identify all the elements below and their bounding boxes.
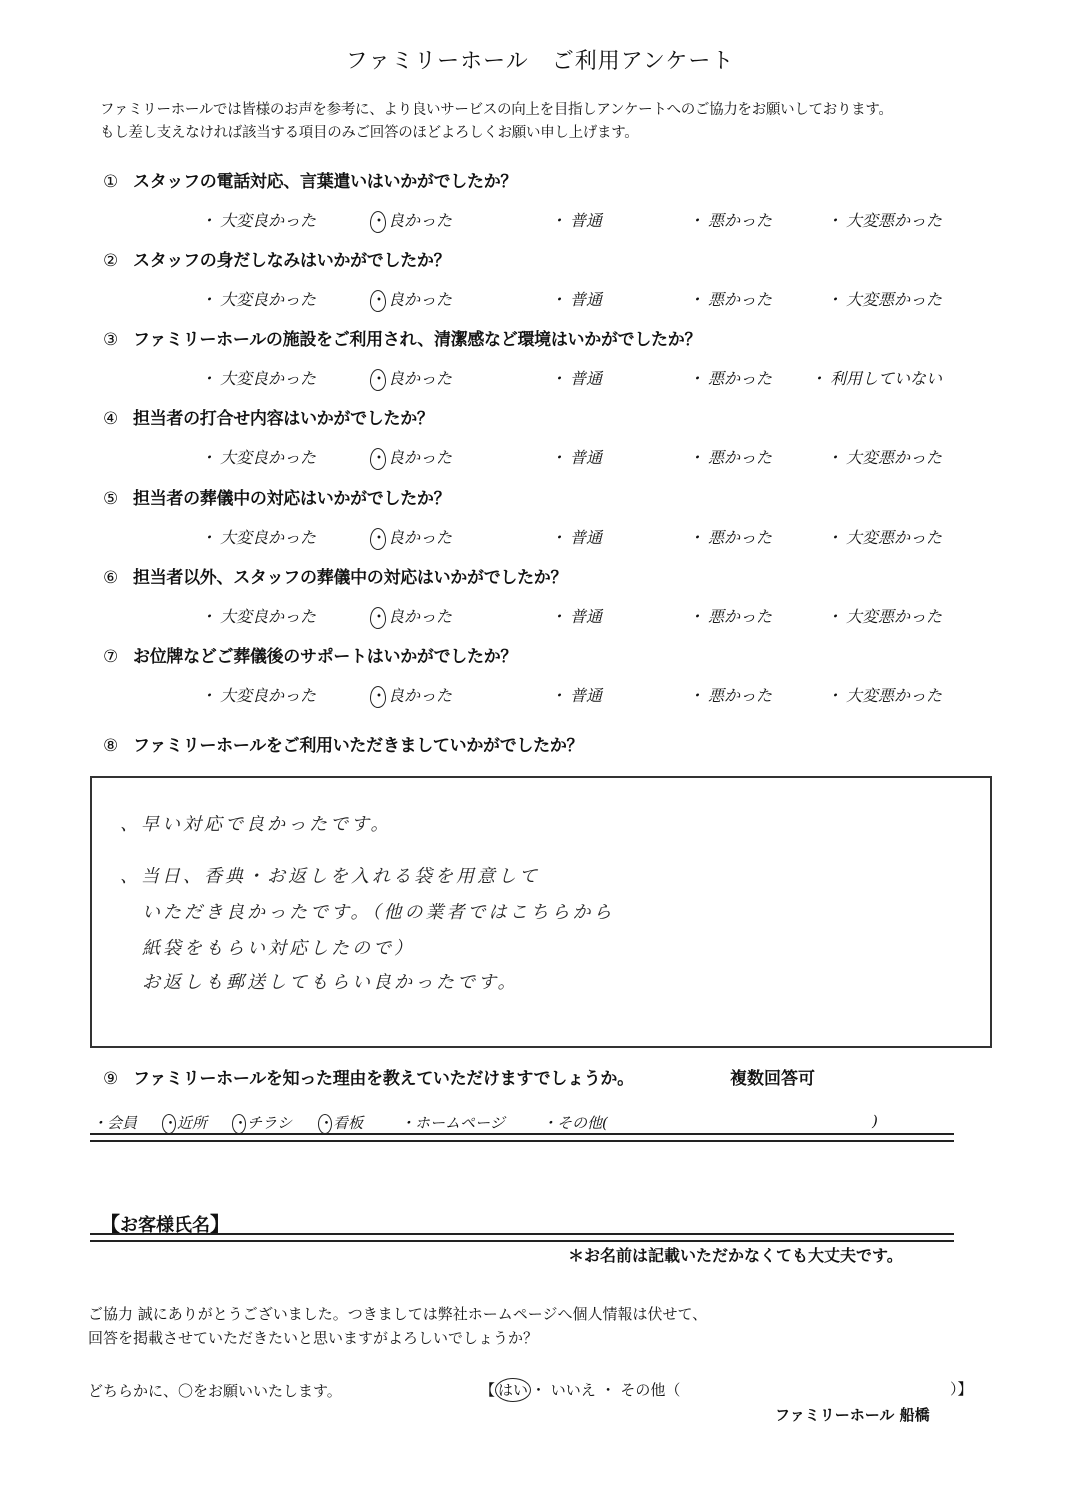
question-8: ⑧ ファミリーホールをご利用いただきましていかがでしたか？ (103, 736, 584, 756)
multiple-answers-allowed: 複数回答可 (730, 1069, 815, 1089)
free-answer-box[interactable] (90, 776, 992, 1048)
q1-option-bad[interactable]: ・ 悪かった (688, 211, 773, 230)
q5-option-good[interactable]: ・良かった (370, 525, 452, 550)
source-other-close: ) (872, 1112, 878, 1130)
source-option-flyer[interactable]: ・チラシ (233, 1114, 293, 1132)
question-7: ⑦ お位牌などご葬儀後のサポートはいかがでしたか？ (103, 647, 518, 667)
circle-mark-icon: ・ (370, 290, 386, 312)
q1-option-very-bad[interactable]: ・ 大変悪かった (826, 211, 943, 230)
q4-option-very-good[interactable]: ・ 大変良かった (200, 448, 317, 467)
q4-option-normal[interactable]: ・ 普通 (550, 448, 603, 467)
name-optional-note: ＊お名前は記載いただかなくても大丈夫です。 (568, 1246, 903, 1265)
q5-option-normal[interactable]: ・ 普通 (550, 528, 603, 547)
question-4: ④ 担当者の打合せ内容はいかがでしたか？ (103, 409, 434, 429)
question-2: ② スタッフの身だしなみはいかがでしたか？ (103, 251, 451, 271)
q3-option-bad[interactable]: ・ 悪かった (688, 369, 773, 388)
question-5-options (0, 525, 1080, 549)
consent-prompt: どちらかに、〇をお願いいたします。 (88, 1382, 342, 1400)
question-6-options (0, 604, 1080, 628)
circle-mark-icon: ・ (233, 1114, 249, 1132)
question-3-options (0, 366, 1080, 390)
customer-name-underline (90, 1233, 954, 1242)
consent-yes[interactable]: はい (495, 1378, 531, 1402)
circle-mark-icon: ・ (370, 211, 386, 233)
q5-option-bad[interactable]: ・ 悪かった (688, 528, 773, 547)
circle-mark-icon: ・ (370, 448, 386, 470)
question-1-options (0, 208, 1080, 232)
handwritten-line-4: 紙袋をもらい対応したので） (142, 938, 415, 959)
q7-option-normal[interactable]: ・ 普通 (550, 686, 603, 705)
question-9: ⑨ ファミリーホールを知った理由を教えていただけますでしょうか。 (103, 1069, 634, 1089)
q6-option-very-bad[interactable]: ・ 大変悪かった (826, 607, 943, 626)
question-3: ③ ファミリーホールの施設をご利用され、清潔感など環境はいかがでしたか？ (103, 330, 702, 350)
question-5: ⑤ 担当者の葬儀中の対応はいかがでしたか？ (103, 489, 451, 509)
q3-option-very-good[interactable]: ・ 大変良かった (200, 369, 317, 388)
source-option-neighborhood[interactable]: ・近所 (163, 1114, 208, 1132)
q2-option-very-bad[interactable]: ・ 大変悪かった (826, 290, 943, 309)
question-4-options (0, 445, 1080, 469)
circle-mark-icon: ・ (370, 369, 386, 391)
q2-option-normal[interactable]: ・ 普通 (550, 290, 603, 309)
q5-option-very-bad[interactable]: ・ 大変悪かった (826, 528, 943, 547)
question-2-options (0, 287, 1080, 311)
consent-close: ）】 (950, 1380, 973, 1398)
q7-option-very-bad[interactable]: ・ 大変悪かった (826, 686, 943, 705)
circle-mark-icon: ・ (319, 1114, 335, 1132)
customer-name-label: 【お客様氏名】 (100, 1212, 230, 1236)
q2-option-very-good[interactable]: ・ 大変良かった (200, 290, 317, 309)
consent-choices: 【 はい ・ いいえ ・ その他（ (480, 1378, 680, 1402)
q4-option-good[interactable]: ・良かった (370, 445, 452, 470)
q2-option-bad[interactable]: ・ 悪かった (688, 290, 773, 309)
survey-title: ファミリーホール ご利用アンケート (345, 49, 735, 74)
q1-option-very-good[interactable]: ・ 大変良かった (200, 211, 317, 230)
q3-option-good[interactable]: ・良かった (370, 366, 452, 391)
customer-name-field[interactable] (290, 1208, 950, 1232)
consent-no-other[interactable]: ・ いいえ ・ その他（ (531, 1381, 681, 1399)
q5-option-very-good[interactable]: ・ 大変良かった (200, 528, 317, 547)
question-1: ① スタッフの電話対応、言葉遣いはいかがでしたか？ (103, 172, 518, 192)
closing-line-2: 回答を掲載させていただきたいと思いますがよろしいでしょうか？ (88, 1329, 539, 1347)
q4-option-very-bad[interactable]: ・ 大変悪かった (826, 448, 943, 467)
q7-option-bad[interactable]: ・ 悪かった (688, 686, 773, 705)
intro-line-1: ファミリーホールでは皆様のお声を参考に、より良いサービスの向上を目指しアンケートへのご協力をお願いしております。 (100, 102, 893, 118)
circle-mark-icon: ・ (370, 607, 386, 629)
circle-mark-icon: ・ (370, 686, 386, 708)
intro-line-2: もし差し支えなければ該当する項目のみご回答のほどよろしくお願い申し上げます。 (100, 125, 639, 141)
circle-mark-icon: ・ (370, 528, 386, 550)
q1-option-normal[interactable]: ・ 普通 (550, 211, 603, 230)
handwritten-line-1: 、早い対応で良かったです。 (120, 814, 392, 835)
source-option-homepage[interactable]: ・ホームページ (400, 1114, 505, 1132)
q1-option-good[interactable]: ・良かった (370, 208, 452, 233)
q3-option-not-used[interactable]: ・ 利用していない (810, 369, 943, 388)
question-7-options (0, 683, 1080, 707)
source-option-member[interactable]: ・会員 (92, 1114, 138, 1132)
question-6: ⑥ 担当者以外、スタッフの葬儀中の対応はいかがでしたか？ (103, 568, 568, 588)
q2-option-good[interactable]: ・良かった (370, 287, 452, 312)
q6-option-very-good[interactable]: ・ 大変良かった (200, 607, 317, 626)
signature: ファミリーホール 船橋 (775, 1406, 930, 1424)
q6-option-normal[interactable]: ・ 普通 (550, 607, 603, 626)
q6-option-bad[interactable]: ・ 悪かった (688, 607, 773, 626)
circle-mark-icon: ・ (163, 1114, 179, 1132)
q3-option-normal[interactable]: ・ 普通 (550, 369, 603, 388)
closing-line-1: ご協力 誠にありがとうございました。つきましては弊社ホームページへ個人情報は伏せて、 (88, 1305, 708, 1323)
source-underline (90, 1133, 954, 1142)
handwritten-line-2: 、当日、香典・お返しを入れる袋を用意して (120, 866, 540, 887)
q7-option-very-good[interactable]: ・ 大変良かった (200, 686, 317, 705)
q7-option-good[interactable]: ・良かった (370, 683, 452, 708)
source-option-signboard[interactable]: ・看板 (319, 1114, 364, 1132)
q4-option-bad[interactable]: ・ 悪かった (688, 448, 773, 467)
q6-option-good[interactable]: ・良かった (370, 604, 452, 629)
handwritten-line-5: お返しも郵送してもらい良かったです。 (142, 972, 519, 993)
source-option-other[interactable]: ・その他( (542, 1114, 608, 1132)
handwritten-line-3: いただき良かったです。（他の業者ではこちらから (142, 902, 615, 923)
